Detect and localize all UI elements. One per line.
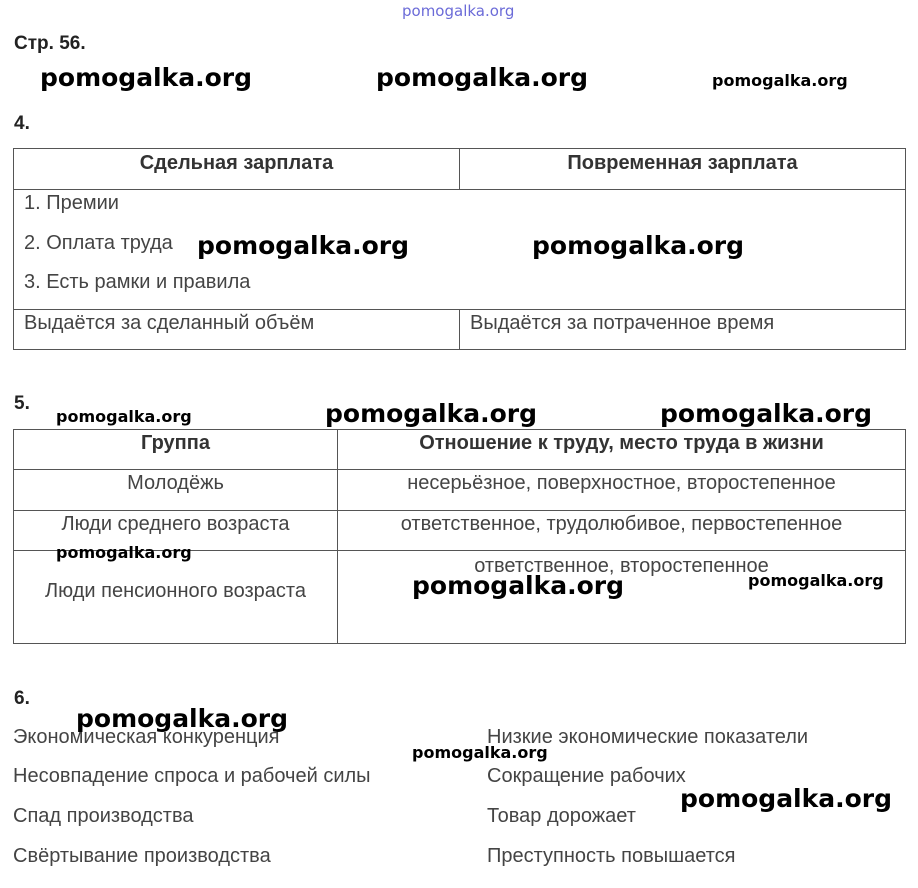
task-5-attitude-cell: ответственное, второстепенное xyxy=(474,555,769,577)
watermark: pomogalka.org xyxy=(325,399,538,428)
task-5-header-attitude: Отношение к труду, место труда в жизни xyxy=(419,432,824,454)
watermark: pomogalka.org xyxy=(748,571,884,590)
task-6-effect: Низкие экономические показатели xyxy=(487,726,809,748)
task-4-list-item: 1. Премии xyxy=(24,192,119,214)
watermark: pomogalka.org xyxy=(76,704,289,733)
task-4-header-time-based: Повременная зарплата xyxy=(567,152,798,174)
watermark: pomogalka.org xyxy=(412,743,548,762)
watermark: pomogalka.org xyxy=(660,399,873,428)
task-4-row-piecework: Выдаётся за сделанный объём xyxy=(24,312,315,334)
task-5-group-cell: Люди пенсионного возраста xyxy=(45,580,306,602)
watermark: pomogalka.org xyxy=(56,543,192,562)
task-6-effect: Преступность повышается xyxy=(487,845,736,867)
watermark: pomogalka.org xyxy=(40,63,253,92)
watermark: pomogalka.org xyxy=(412,571,625,600)
task-5-attitude-cell: несерьёзное, поверхностное, второстепенное xyxy=(407,472,836,494)
task-6-cause: Спад производства xyxy=(13,805,194,827)
task-4-list-item: 3. Есть рамки и правила xyxy=(24,271,251,293)
task-5-header-group: Группа xyxy=(141,432,210,454)
task-6-cause: Экономическая конкуренция xyxy=(13,726,280,748)
task-5-group-cell: Молодёжь xyxy=(127,472,224,494)
watermark: pomogalka.org xyxy=(532,231,745,260)
task-4-row-time-based: Выдаётся за потраченное время xyxy=(470,312,775,334)
watermark: pomogalka.org xyxy=(56,407,192,426)
task-4-number: 4. xyxy=(14,113,30,134)
task-5-group-cell: Люди среднего возраста xyxy=(61,513,290,535)
task-5-number: 5. xyxy=(14,393,30,414)
task-6-cause: Несовпадение спроса и рабочей силы xyxy=(13,765,371,787)
watermark: pomogalka.org xyxy=(376,63,589,92)
page-reference: Стр. 56. xyxy=(14,33,86,54)
watermark-top: pomogalka.org xyxy=(402,2,515,20)
task-6-number: 6. xyxy=(14,688,30,709)
task-4-list-item: 2. Оплата труда xyxy=(24,232,173,254)
task-6-cause: Свёртывание производства xyxy=(13,845,271,867)
task-5-attitude-cell: ответственное, трудолюбивое, первостепенное xyxy=(400,513,843,535)
watermark: pomogalka.org xyxy=(712,71,848,90)
watermark: pomogalka.org xyxy=(680,784,893,813)
task-6-effect: Сокращение рабочих xyxy=(487,765,686,787)
task-6-effect: Товар дорожает xyxy=(487,805,636,827)
task-4-header-piecework: Сдельная зарплата xyxy=(139,152,334,174)
watermark: pomogalka.org xyxy=(197,231,410,260)
